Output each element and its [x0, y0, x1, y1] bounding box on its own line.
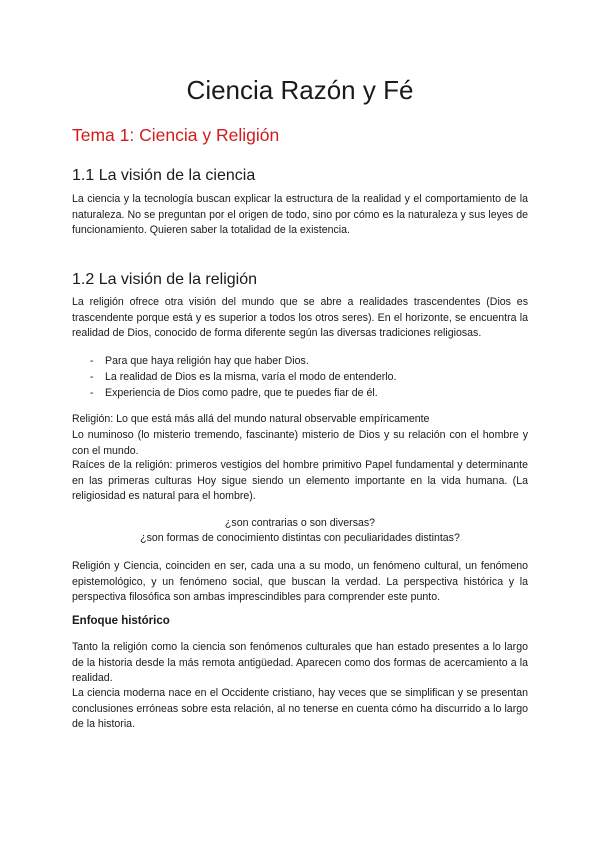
definition-religion: Religión: Lo que está más allá del mundo natural observable empíricamente	[72, 413, 430, 425]
list-item	[72, 385, 528, 401]
list-item	[72, 369, 528, 385]
bullet-list	[72, 353, 528, 401]
paragraph-enfoque-1: Tanto la religión como la ciencia son fenómenos culturales que han estado presentes a lo largo de la historia desde la más remota antigüedad. Aparecen como dos formas de acercamiento a la realidad.	[72, 641, 528, 685]
subheading-enfoque-historico: Enfoque histórico	[72, 615, 170, 627]
paragraph-numinoso: Lo numinoso (lo misterio tremendo, fascinante) misterio de Dios y su relación con el hombre y con el mundo.	[72, 429, 528, 457]
paragraph-relacion: Religión y Ciencia, coinciden en ser, cada una a su modo, un fenómeno cultural, un fenómeno epistemológico, y un fenómeno social, que buscan la verdad. La perspectiva histórica y la perspectiva filosófica son ambas imprescindibles para comprender este punto.	[72, 560, 528, 604]
list-item-text: Experiencia de Dios como padre, que te puedes fiar de él.	[105, 387, 378, 399]
question-formas: ¿son formas de conocimiento distintas con peculiaridades distintas?	[140, 532, 460, 544]
section-heading-religion: 1.2 La visión de la religión	[72, 271, 258, 288]
bullet-marker: -	[90, 387, 94, 399]
list-item	[72, 353, 528, 369]
section-heading-science: 1.1 La visión de la ciencia	[72, 167, 256, 184]
paragraph-science: La ciencia y la tecnología buscan explicar la estructura de la realidad y el comportamiento de la naturaleza. No se preguntan por el origen de todo, sino por cómo es la naturaleza y sus leyes de funcionamiento. Quieren saber la totalidad de la existencia.	[72, 193, 528, 237]
question-contrarias: ¿son contrarias o son diversas?	[224, 517, 376, 529]
paragraph-raices: Raíces de la religión: primeros vestigios del hombre primitivo Papel fundamental y determinante en las primeras culturas Hoy sigue siendo un elemento importante en la vida humana. (La religiosidad es natural para el hombre).	[72, 459, 528, 503]
paragraph-religion: La religión ofrece otra visión del mundo que se abre a realidades trascendentes (Dios es trascendente porque está y es superior a todos los otros seres). En el horizonte, se encuentra la realidad de Dios, conocido de forma diferente según las diversas tradiciones religiosas.	[72, 296, 528, 340]
paragraph-enfoque-2: La ciencia moderna nace en el Occidente cristiano, hay veces que se simplifican y se presentan conclusiones erróneas sobre esta relación, al no tenerse en cuenta cómo ha discurrido a lo largo de la historia.	[72, 687, 528, 731]
bullet-marker: -	[90, 355, 94, 367]
list-item-text: Para que haya religión hay que haber Dios.	[105, 355, 309, 367]
list-item-text: La realidad de Dios es la misma, varía el modo de entenderlo.	[105, 371, 397, 383]
topic-heading: Tema 1: Ciencia y Religión	[72, 125, 280, 145]
bullet-marker: -	[90, 371, 94, 383]
document-title: Ciencia Razón y Fé	[186, 75, 414, 105]
